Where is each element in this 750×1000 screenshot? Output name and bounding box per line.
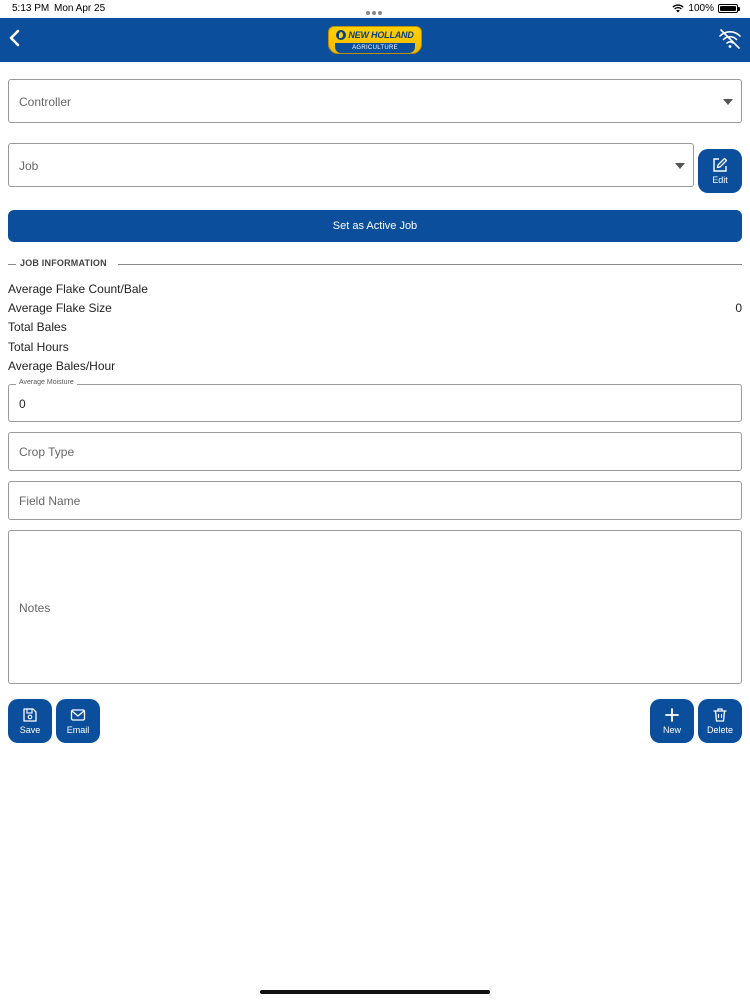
email-button[interactable] bbox=[56, 699, 100, 743]
info-row-average-bales-hour bbox=[8, 359, 742, 377]
wifi-off-icon bbox=[718, 28, 742, 50]
job-placeholder: Job bbox=[19, 159, 39, 173]
info-row-total-bales bbox=[8, 320, 742, 338]
status-time: 5:13 PM bbox=[12, 3, 50, 14]
dropdown-caret-icon bbox=[675, 163, 685, 169]
job-information-title: JOB INFORMATION bbox=[20, 258, 107, 268]
job-information-heading bbox=[8, 258, 742, 272]
edit-label: Edit bbox=[712, 175, 728, 185]
field-name-placeholder: Field Name bbox=[19, 494, 81, 508]
job-select[interactable] bbox=[8, 143, 694, 187]
notes-placeholder: Notes bbox=[19, 601, 51, 615]
new-holland-logo bbox=[328, 26, 422, 54]
info-value: 0 bbox=[735, 301, 742, 315]
notes-textarea[interactable] bbox=[8, 530, 742, 684]
save-label: Save bbox=[19, 725, 41, 735]
info-row-average-flake-count bbox=[8, 282, 742, 300]
email-label: Email bbox=[66, 725, 90, 735]
divider bbox=[118, 264, 742, 265]
average-moisture-value: 0 bbox=[19, 397, 26, 411]
home-indicator[interactable] bbox=[260, 990, 490, 994]
trash-icon bbox=[712, 707, 728, 723]
info-row-average-flake-size bbox=[8, 301, 742, 319]
controller-select[interactable] bbox=[8, 79, 742, 123]
delete-label: Delete bbox=[706, 725, 733, 735]
status-date: Mon Apr 25 bbox=[54, 3, 106, 14]
info-label: Average Flake Size bbox=[8, 301, 112, 315]
divider bbox=[8, 264, 16, 265]
edit-button[interactable] bbox=[698, 149, 742, 193]
wifi-off-button[interactable] bbox=[718, 28, 742, 50]
back-button[interactable] bbox=[6, 26, 26, 52]
field-name-field[interactable] bbox=[8, 481, 742, 520]
controller-placeholder: Controller bbox=[19, 95, 72, 109]
new-button[interactable] bbox=[650, 699, 694, 743]
average-moisture-label: Average Moisture bbox=[16, 379, 77, 386]
email-icon bbox=[70, 707, 86, 723]
status-bar bbox=[0, 0, 750, 18]
save-icon bbox=[22, 707, 38, 723]
info-row-total-hours bbox=[8, 340, 742, 358]
app-header bbox=[0, 18, 750, 62]
plus-icon bbox=[664, 707, 680, 723]
crop-type-field[interactable] bbox=[8, 432, 742, 471]
logo-sub-text: AGRICULTURE bbox=[335, 43, 415, 53]
new-label: New bbox=[662, 725, 681, 735]
info-label: Total Hours bbox=[8, 340, 69, 354]
info-label: Average Bales/Hour bbox=[8, 359, 116, 373]
status-indicators bbox=[672, 3, 738, 14]
wifi-icon bbox=[672, 4, 684, 13]
logo-brand-text: NEW HOLLAND bbox=[348, 30, 414, 40]
info-label: Total Bales bbox=[8, 320, 67, 334]
average-moisture-field[interactable] bbox=[8, 384, 742, 422]
save-button[interactable] bbox=[8, 699, 52, 743]
delete-button[interactable] bbox=[698, 699, 742, 743]
battery-percent: 100% bbox=[688, 3, 714, 14]
set-active-job-button[interactable]: Set as Active Job bbox=[8, 210, 742, 242]
crop-type-placeholder: Crop Type bbox=[19, 445, 75, 459]
info-label: Average Flake Count/Bale bbox=[8, 282, 148, 296]
battery-icon bbox=[718, 4, 738, 13]
chevron-left-icon bbox=[6, 26, 26, 52]
leaf-icon bbox=[336, 30, 346, 40]
dropdown-caret-icon bbox=[723, 99, 733, 105]
edit-icon bbox=[712, 157, 728, 173]
multitasking-dots-icon[interactable] bbox=[366, 7, 384, 11]
